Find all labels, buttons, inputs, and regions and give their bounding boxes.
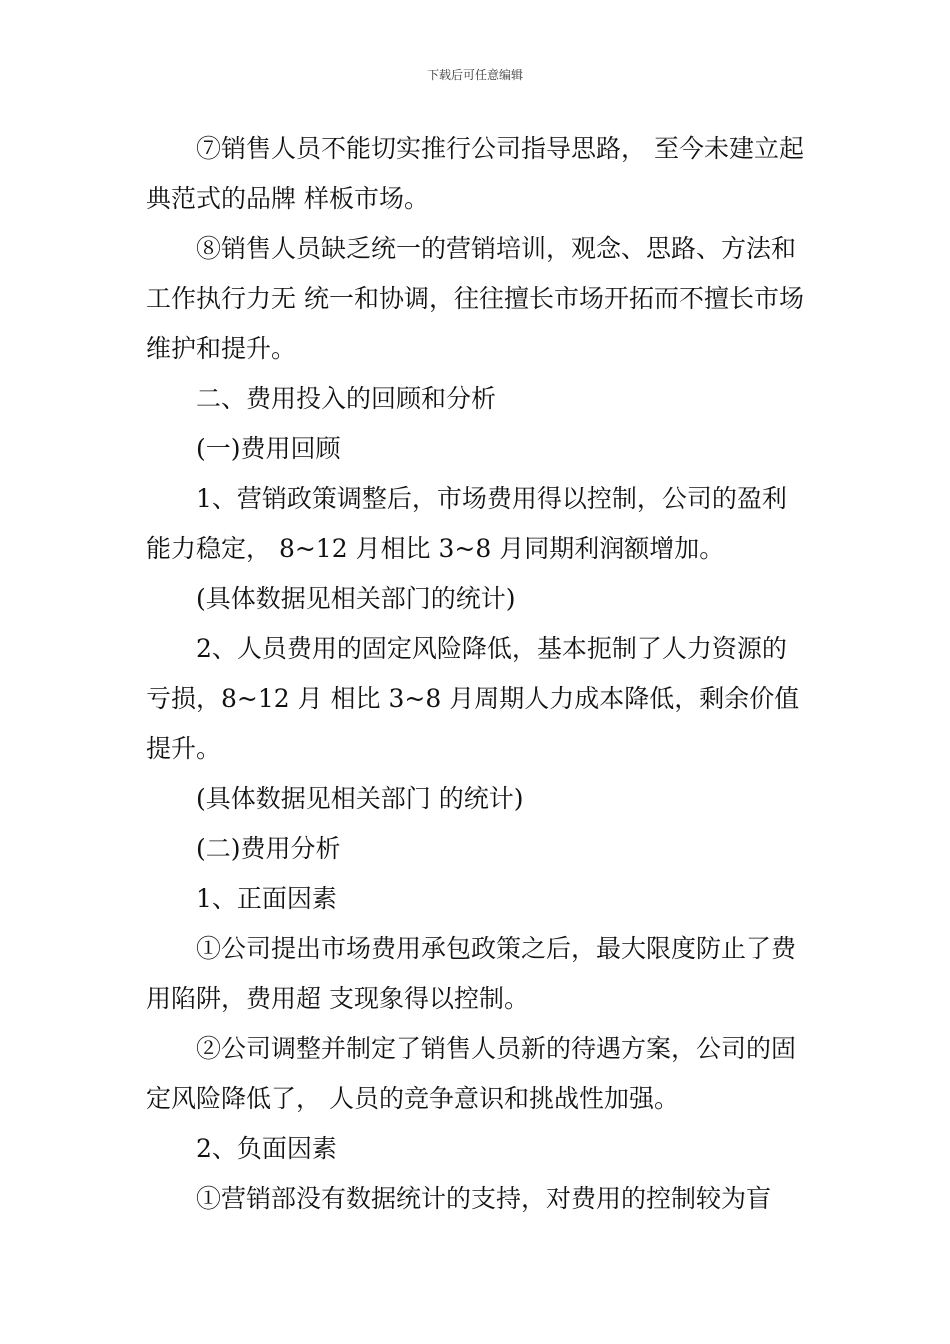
subheading-expense-analysis: (二)费用分析	[196, 834, 341, 863]
paragraph-positive-1: ①公司提出市场费用承包政策之后，最大限度防止了费用陷阱，费用超 支现象得以控制。	[146, 934, 797, 1013]
paragraph-positive-2: ②公司调整并制定了销售人员新的待遇方案，公司的固定风险降低了， 人员的竞争意识和挑战性加强。	[146, 1034, 797, 1113]
note-statistics-1: (具体数据见相关部门的统计)	[196, 584, 516, 613]
note-statistics-2: (具体数据见相关部门 的统计)	[196, 784, 524, 813]
paragraph-review-1: 1、营销政策调整后，市场费用得以控制，公司的盈利能力稳定， 8~12 月相比 3~8 月同期利润额增加。	[146, 484, 787, 563]
section-heading-expense: 二、费用投入的回顾和分析	[196, 384, 497, 413]
paragraph-negative-1: ①营销部没有数据统计的支持，对费用的控制较为盲	[196, 1184, 772, 1213]
heading-negative-factors: 2、负面因素	[196, 1134, 337, 1163]
heading-positive-factors: 1、正面因素	[196, 884, 337, 913]
paragraph-7-brand-market: ⑦销售人员不能切实推行公司指导思路， 至今未建立起典范式的品牌 样板市场。	[146, 134, 804, 213]
subheading-expense-review: (一)费用回顾	[196, 434, 341, 463]
document-body	[146, 124, 806, 1224]
paragraph-8-training: ⑧销售人员缺乏统一的营销培训，观念、思路、方法和工作执行力无 统一和协调，往往擅长市场开拓而不擅长市场维护和提升。	[146, 234, 804, 363]
page-header: 下载后可任意编辑	[426, 68, 523, 82]
paragraph-review-2: 2、人员费用的固定风险降低，基本扼制了人力资源的亏损，8~12 月 相比 3~8 月周期人力成本降低，剩余价值提升。	[146, 634, 800, 763]
